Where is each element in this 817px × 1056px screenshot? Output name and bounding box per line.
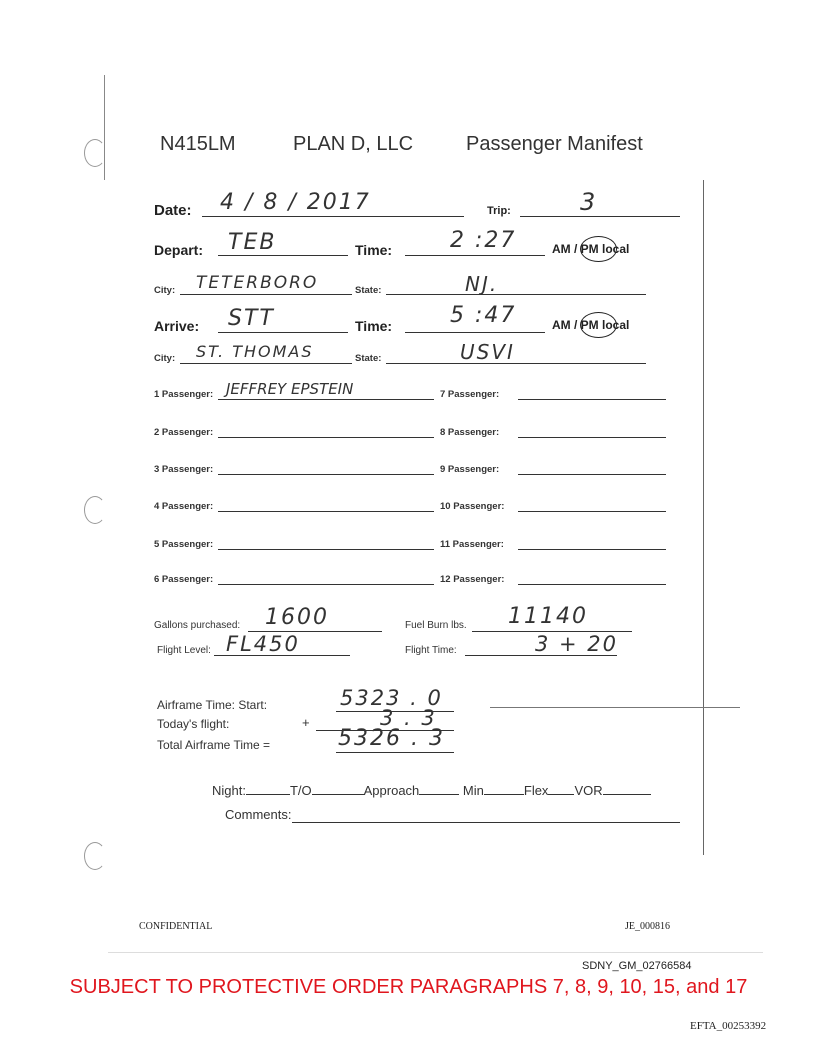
passenger-line-11 xyxy=(518,549,666,550)
binder-hole-middle xyxy=(84,496,106,524)
fuel-burn-value: 11140 xyxy=(508,604,588,629)
depart-state-line xyxy=(386,294,646,295)
passenger-label-6: 6 Passenger: xyxy=(154,574,214,585)
passenger-label-11: 11 Passenger: xyxy=(440,539,504,550)
passenger-line-12 xyxy=(518,584,666,585)
passenger-line-8 xyxy=(518,437,666,438)
min-label: Min xyxy=(462,783,484,798)
passenger-line-3 xyxy=(218,474,434,475)
passenger-label-7: 7 Passenger: xyxy=(440,389,500,400)
night-row xyxy=(212,783,651,798)
arrive-state-label: State: xyxy=(355,353,382,364)
passenger-label-8: 8 Passenger: xyxy=(440,427,500,438)
arrive-state-line xyxy=(386,363,646,364)
arrive-time-line xyxy=(405,332,545,333)
passenger-label-10: 10 Passenger: xyxy=(440,501,505,512)
airframe-start-label: Airframe Time: Start: xyxy=(157,698,268,712)
arrive-time-label: Time: xyxy=(355,318,393,334)
night-label: Night: xyxy=(212,783,246,798)
flight-time-value: 3 + 20 xyxy=(535,632,619,656)
arrive-line xyxy=(218,332,348,333)
passenger-label-1: 1 Passenger: xyxy=(154,389,214,400)
efta-number: EFTA_00253392 xyxy=(690,1020,767,1032)
bottom-rule xyxy=(108,952,763,953)
plus-sign: + xyxy=(302,715,310,730)
flex-label: Flex xyxy=(523,783,549,798)
flex-blank xyxy=(548,794,574,795)
arrive-city-label: City: xyxy=(154,353,176,364)
passenger-label-2: 2 Passenger: xyxy=(154,427,214,438)
fuel-burn-label: Fuel Burn lbs. xyxy=(405,620,467,631)
todays-flight-value: 3 . 3 xyxy=(380,706,437,730)
passenger-line-9 xyxy=(518,474,666,475)
passenger-line-6 xyxy=(218,584,434,585)
flight-level-value: FL450 xyxy=(226,632,300,656)
flight-level-label: Flight Level: xyxy=(157,645,211,656)
passenger-line-2 xyxy=(218,437,434,438)
passenger-label-5: 5 Passenger: xyxy=(154,539,214,550)
date-line xyxy=(202,216,464,217)
todays-flight-label: Today's flight: xyxy=(157,717,230,731)
arrive-time-value: 5 :47 xyxy=(450,303,517,328)
arrive-ampm-label: AM / PM local xyxy=(552,318,630,332)
comments-line xyxy=(292,822,680,823)
approach-blank xyxy=(419,794,459,795)
approach-label: Approach xyxy=(363,783,420,798)
pm-circle-arrive xyxy=(580,312,617,338)
arrive-city-line xyxy=(180,363,352,364)
passenger-label-4: 4 Passenger: xyxy=(154,501,214,512)
comments-label: Comments: xyxy=(225,807,292,822)
passenger-line-7 xyxy=(518,399,666,400)
pm-circle-depart xyxy=(580,236,617,262)
depart-state-value: NJ. xyxy=(465,272,499,296)
date-label: Date: xyxy=(154,202,192,219)
total-airframe-line xyxy=(336,752,454,753)
trip-line xyxy=(520,216,680,217)
night-blank xyxy=(246,794,290,795)
depart-city-line xyxy=(180,294,352,295)
tail-number: N415LM xyxy=(160,133,236,155)
passenger-line-10 xyxy=(518,511,666,512)
right-border-line xyxy=(703,180,704,855)
confidential-label: CONFIDENTIAL xyxy=(139,921,213,932)
depart-time-label: Time: xyxy=(355,242,393,258)
arrive-city-value: ST. THOMAS xyxy=(196,342,314,361)
passenger-label-9: 9 Passenger: xyxy=(440,464,500,475)
arrive-state-value: USVI xyxy=(460,340,515,364)
protective-order-notice: SUBJECT TO PROTECTIVE ORDER PARAGRAPHS 7, 8, 9, 10, 15, and 17 xyxy=(69,976,748,998)
airframe-start-value: 5323 . 0 xyxy=(340,686,443,710)
depart-line xyxy=(218,255,348,256)
vor-blank xyxy=(603,794,651,795)
passenger-label-3: 3 Passenger: xyxy=(154,464,214,475)
date-value: 4 / 8 / 2017 xyxy=(220,190,371,215)
depart-label: Depart: xyxy=(154,242,204,258)
passenger-line-5 xyxy=(218,549,434,550)
depart-ampm-label: AM / PM local xyxy=(552,242,630,256)
depart-time-line xyxy=(405,255,545,256)
depart-time-value: 2 :27 xyxy=(450,228,517,253)
depart-value: TEB xyxy=(228,230,277,255)
binder-hole-bottom xyxy=(84,842,106,870)
to-label: T/O xyxy=(289,783,312,798)
trip-label: Trip: xyxy=(487,205,511,217)
vor-label: VOR xyxy=(574,783,603,798)
flight-time-label: Flight Time: xyxy=(405,645,457,656)
binder-hole-top xyxy=(84,139,106,167)
passenger-line-1 xyxy=(218,399,434,400)
gallons-value: 1600 xyxy=(265,605,329,630)
depart-city-label: City: xyxy=(154,285,176,296)
passenger-line-4 xyxy=(218,511,434,512)
trip-value: 3 xyxy=(580,188,598,216)
arrive-value: STT xyxy=(228,306,275,331)
passenger-label-12: 12 Passenger: xyxy=(440,574,505,585)
gallons-label: Gallons purchased: xyxy=(154,620,241,631)
document-title: Passenger Manifest xyxy=(466,133,643,155)
depart-state-label: State: xyxy=(355,285,382,296)
depart-city-value: TETERBORO xyxy=(196,273,319,293)
total-airframe-label: Total Airframe Time = xyxy=(157,738,271,752)
separator-line xyxy=(490,707,740,708)
bates-sdny: SDNY_GM_02766584 xyxy=(582,960,692,972)
company-name: PLAN D, LLC xyxy=(293,133,414,155)
to-blank xyxy=(312,794,364,795)
margin-line xyxy=(104,75,105,180)
passenger-name-1: JEFFREY EPSTEIN xyxy=(226,380,354,398)
bates-je: JE_000816 xyxy=(625,921,670,932)
total-airframe-value: 5326 . 3 xyxy=(338,726,445,751)
min-blank xyxy=(484,794,524,795)
arrive-label: Arrive: xyxy=(154,318,200,334)
